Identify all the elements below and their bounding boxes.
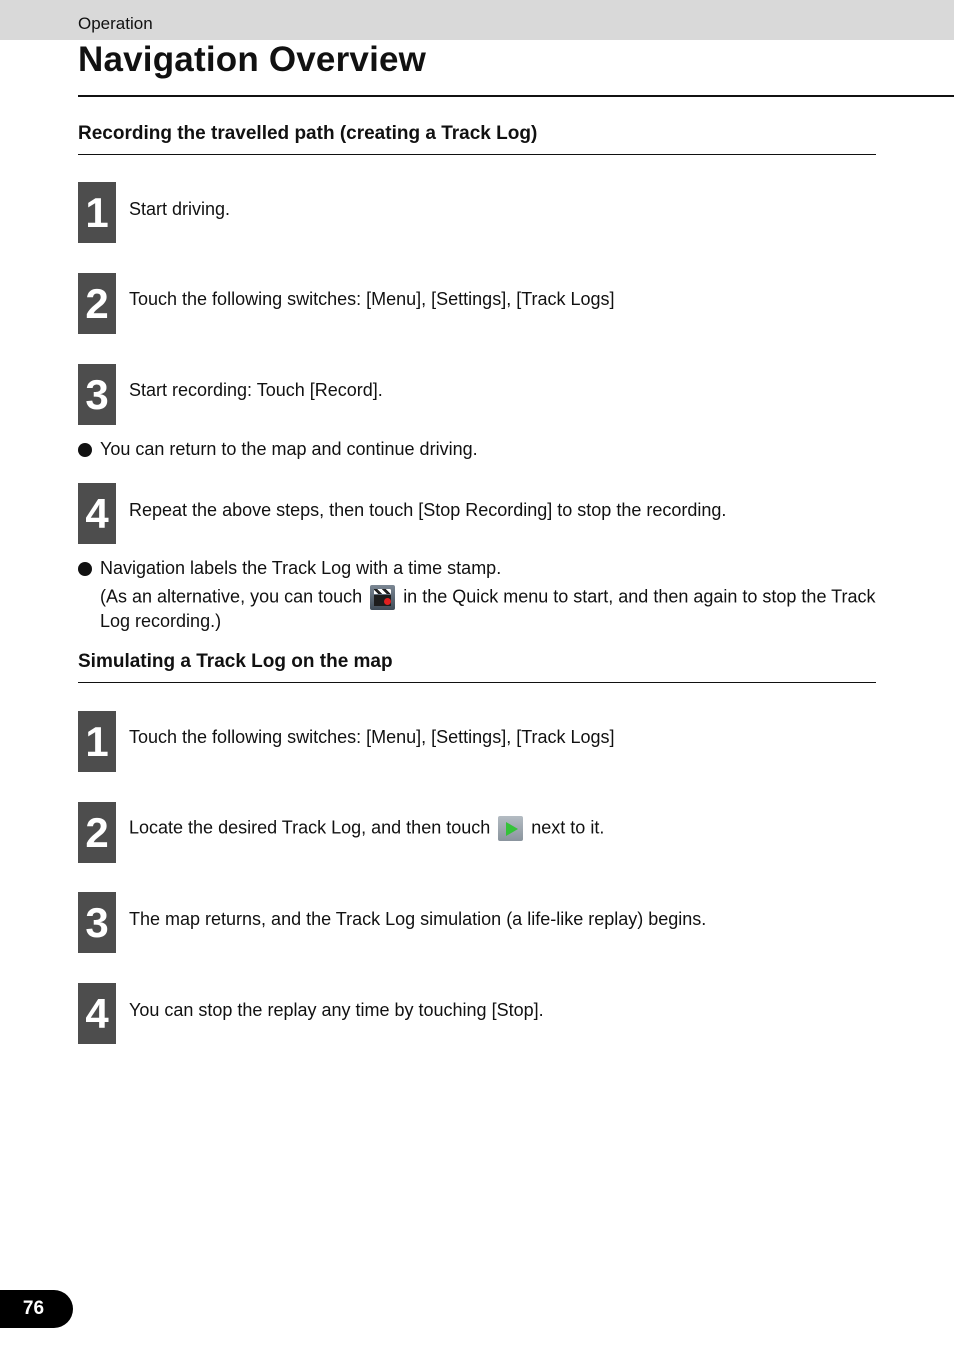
bullet-text: You can return to the map and continue driving. [100, 439, 478, 459]
bullet-icon [78, 562, 92, 576]
play-icon [498, 816, 523, 841]
page-number: 76 [0, 1290, 73, 1328]
alternative-note [100, 585, 880, 633]
step-number-box: 1 [78, 711, 116, 772]
title-divider [78, 95, 954, 97]
recording-heading-divider [78, 154, 876, 155]
step-text: You can stop the replay any time by touching [Stop]. [129, 1000, 544, 1020]
section-label: Operation [78, 14, 153, 33]
record-icon [370, 585, 395, 610]
step-text: Repeat the above steps, then touch [Stop Recording] to stop the recording. [129, 500, 727, 520]
step-text: Touch the following switches: [Menu], [Settings], [Track Logs] [129, 727, 615, 747]
step-number-box: 2 [78, 802, 116, 863]
note-text: in the Quick menu to start, and then again to stop the Track Log recording.) [100, 586, 876, 631]
recording-heading: Recording the travelled path (creating a Track Log) [78, 123, 538, 144]
step-text [129, 816, 604, 841]
simulating-heading: Simulating a Track Log on the map [78, 651, 393, 672]
step-text: Touch the following switches: [Menu], [Settings], [Track Logs] [129, 289, 615, 309]
step-text: Start driving. [129, 199, 231, 219]
page-title: Navigation Overview [78, 40, 427, 79]
bullet-icon [78, 443, 92, 457]
simulating-heading-divider [78, 682, 876, 683]
step-number-box: 4 [78, 483, 116, 544]
step-number-box: 3 [78, 892, 116, 953]
step-number-box: 1 [78, 182, 116, 243]
step-text: The map returns, and the Track Log simulation (a life-like replay) begins. [129, 909, 707, 929]
step-text-part: next to it. [531, 817, 605, 838]
step-number-box: 2 [78, 273, 116, 334]
step-text-part: Locate the desired Track Log, and then touch [129, 817, 491, 838]
step-number-box: 3 [78, 364, 116, 425]
step-text: Start recording: Touch [Record]. [129, 380, 383, 400]
step-number-box: 4 [78, 983, 116, 1044]
bullet-text: Navigation labels the Track Log with a time stamp. [100, 558, 502, 578]
note-text: (As an alternative, you can touch [100, 586, 363, 607]
